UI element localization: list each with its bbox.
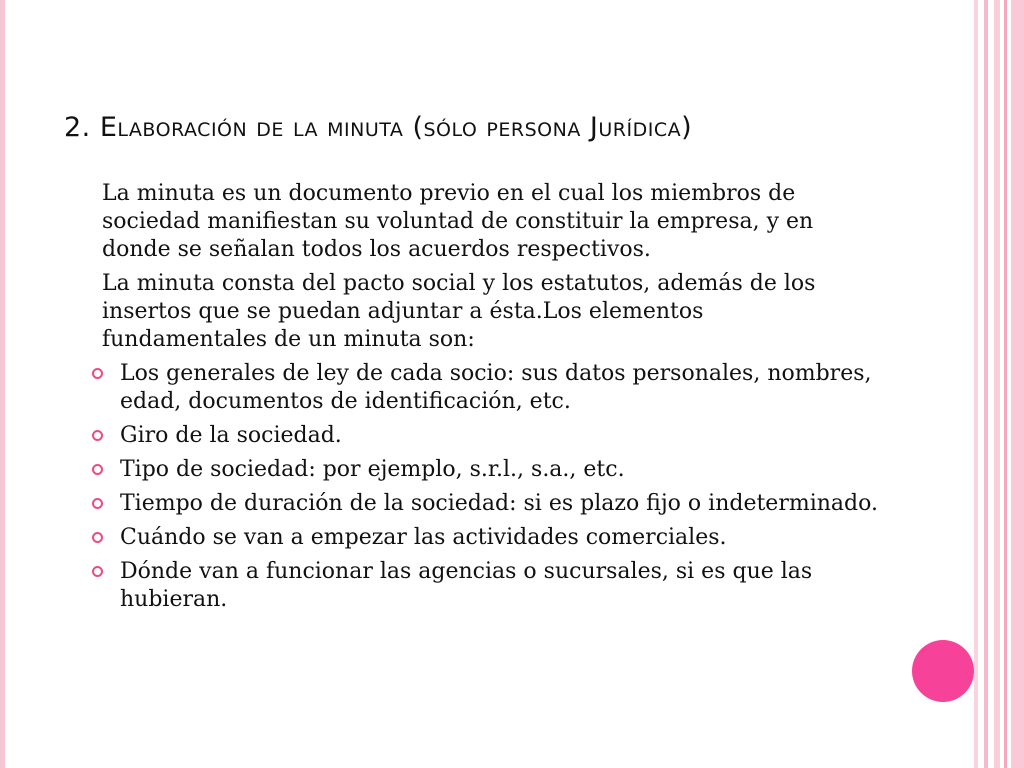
list-item-text: Los generales de ley de cada socio: sus datos personales, nombres, edad, documentos de identificación, etc. (120, 361, 872, 414)
slide-body (0, 180, 1024, 620)
list-item (120, 524, 880, 552)
paragraph: La minuta es un documento previo en el cual los miembros de sociedad manifiestan su voluntad de constituir la empresa, y en donde se señalan todos los acuerdos respectivos. (102, 181, 814, 262)
list-item-text: Tipo de sociedad: por ejemplo, s.r.l., s.a., etc. (120, 457, 625, 482)
list-item (120, 360, 880, 416)
list-item (120, 422, 880, 450)
bullet-circle-icon (92, 498, 103, 509)
paragraph: La minuta consta del pacto social y los estatutos, además de los insertos que se puedan adjuntar a ésta.Los elementos fundamentales de un minuta son: (102, 271, 816, 352)
slide-title: 2. Elaboración de la minuta (sólo persona Jurídica) (64, 112, 693, 143)
bullet-circle-icon (92, 368, 103, 379)
list-item-text: Dónde van a funcionar las agencias o sucursales, si es que las hubieran. (120, 559, 813, 612)
bullet-circle-icon (92, 464, 103, 475)
bullet-circle-icon (92, 430, 103, 441)
bullet-circle-icon (92, 566, 103, 577)
list-item (120, 558, 880, 614)
list-item (120, 490, 880, 518)
bullet-circle-icon (92, 532, 103, 543)
list-item-text: Tiempo de duración de la sociedad: si es plazo fijo o indeterminado. (120, 491, 878, 516)
list-item-text: Cuándo se van a empezar las actividades comerciales. (120, 525, 727, 550)
bullet-list (0, 360, 1024, 614)
list-item-text: Giro de la sociedad. (120, 423, 342, 448)
list-item (120, 456, 880, 484)
decorative-circle (912, 640, 974, 702)
